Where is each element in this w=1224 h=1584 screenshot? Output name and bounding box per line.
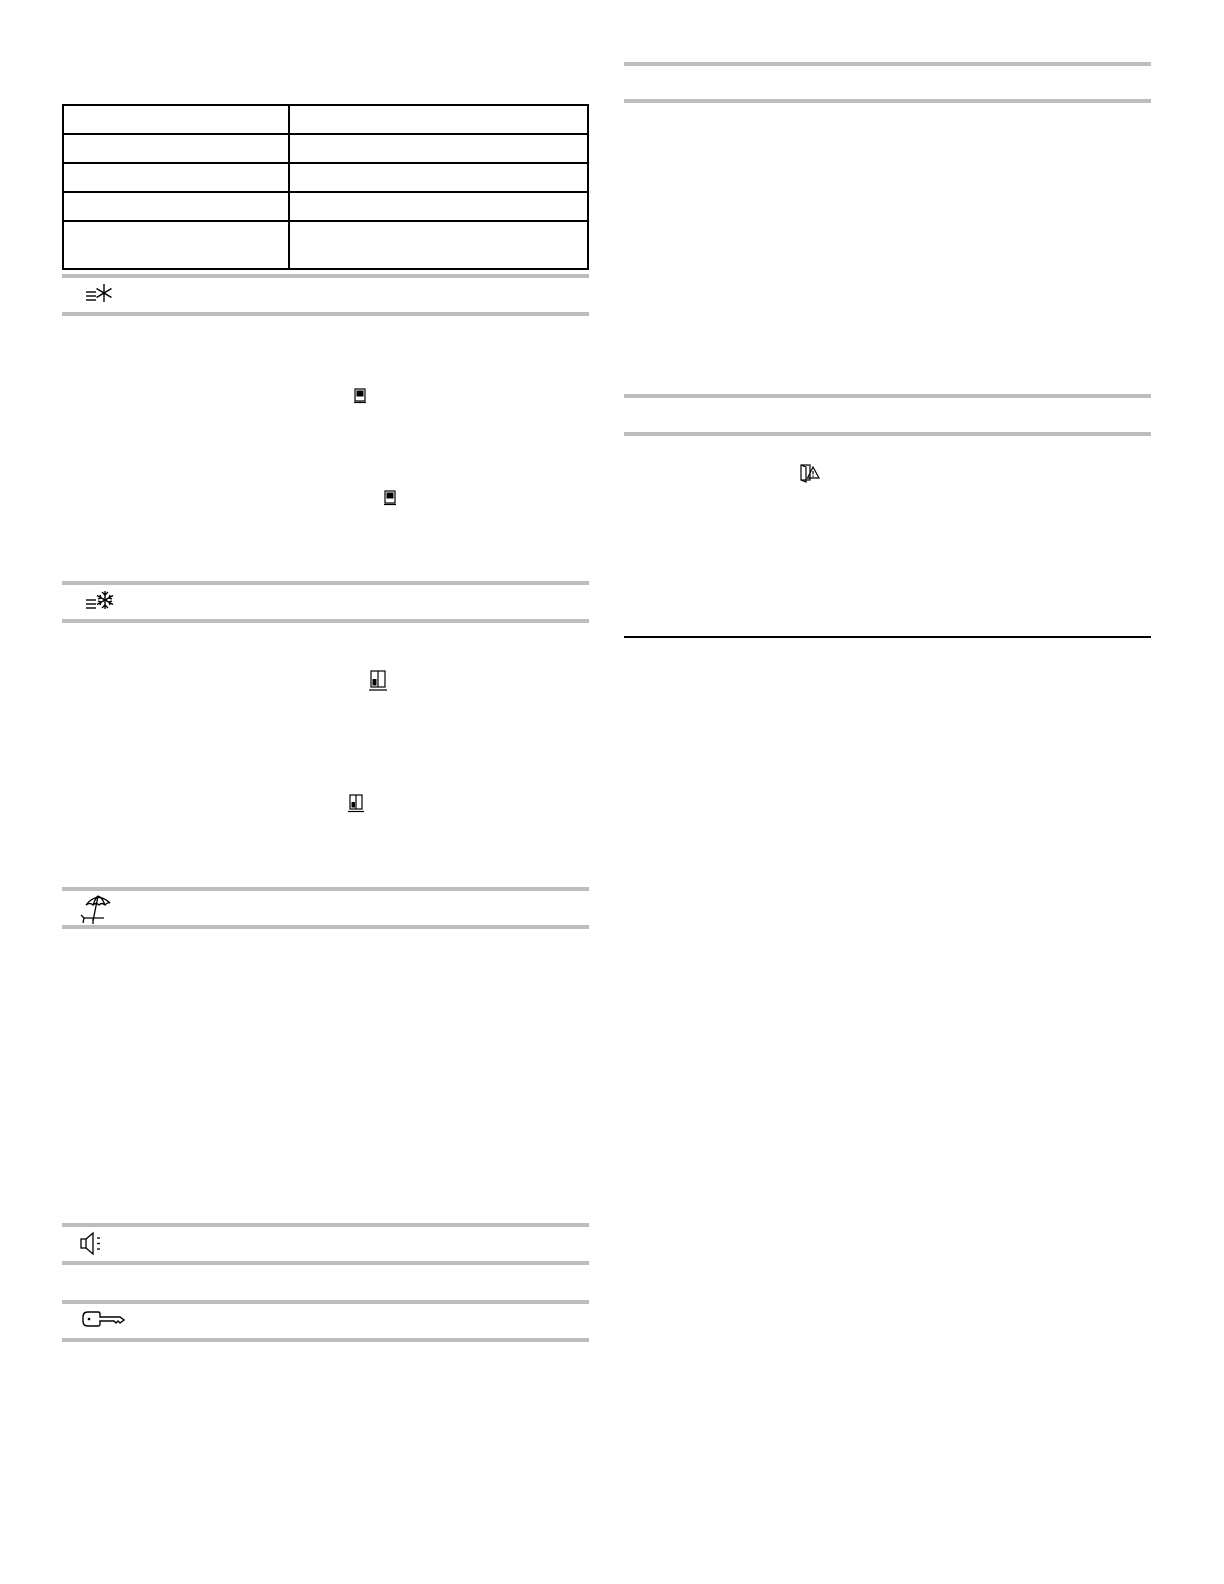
fridge-indicator-icon: [352, 388, 368, 404]
fast-cool-icon: [84, 280, 124, 312]
freezer-indicator-icon: [367, 670, 389, 692]
table-cell: [289, 192, 588, 221]
table-cell: [63, 221, 289, 269]
section-top-rule: [624, 394, 1151, 398]
table-cell: [289, 105, 588, 134]
door-open-warning-icon: [799, 463, 821, 483]
section-top-rule: [62, 887, 589, 891]
section-top-rule: [62, 581, 589, 585]
key-icon: [80, 1308, 130, 1340]
table-cell: [289, 163, 588, 192]
speaker-icon: [78, 1230, 118, 1262]
section-top-rule: [62, 274, 589, 278]
section-top-rule: [62, 1300, 589, 1304]
settings-table: [62, 104, 589, 270]
section-top-rule: [624, 62, 1151, 66]
table-row: [63, 134, 588, 163]
table-row: [63, 163, 588, 192]
section-bottom-rule: [624, 432, 1151, 436]
table-cell: [289, 134, 588, 163]
table-cell: [63, 105, 289, 134]
fast-freeze-icon: [84, 588, 124, 620]
column-end-rule: [624, 636, 1151, 638]
section-bottom-rule: [62, 1338, 589, 1342]
table-cell: [289, 221, 588, 269]
table-cell: [63, 192, 289, 221]
fridge-indicator-icon: [382, 490, 398, 506]
section-bottom-rule: [62, 619, 589, 623]
table-row: [63, 221, 588, 269]
table-row: [63, 192, 588, 221]
vacation-umbrella-icon: [78, 891, 118, 927]
section-bottom-rule: [62, 925, 589, 929]
section-top-rule: [62, 1223, 589, 1227]
table-cell: [63, 134, 289, 163]
table-cell: [63, 163, 289, 192]
section-bottom-rule: [624, 99, 1151, 103]
table-row: [63, 105, 588, 134]
section-bottom-rule: [62, 312, 589, 316]
section-bottom-rule: [62, 1261, 589, 1265]
freezer-indicator-icon: [346, 794, 366, 814]
